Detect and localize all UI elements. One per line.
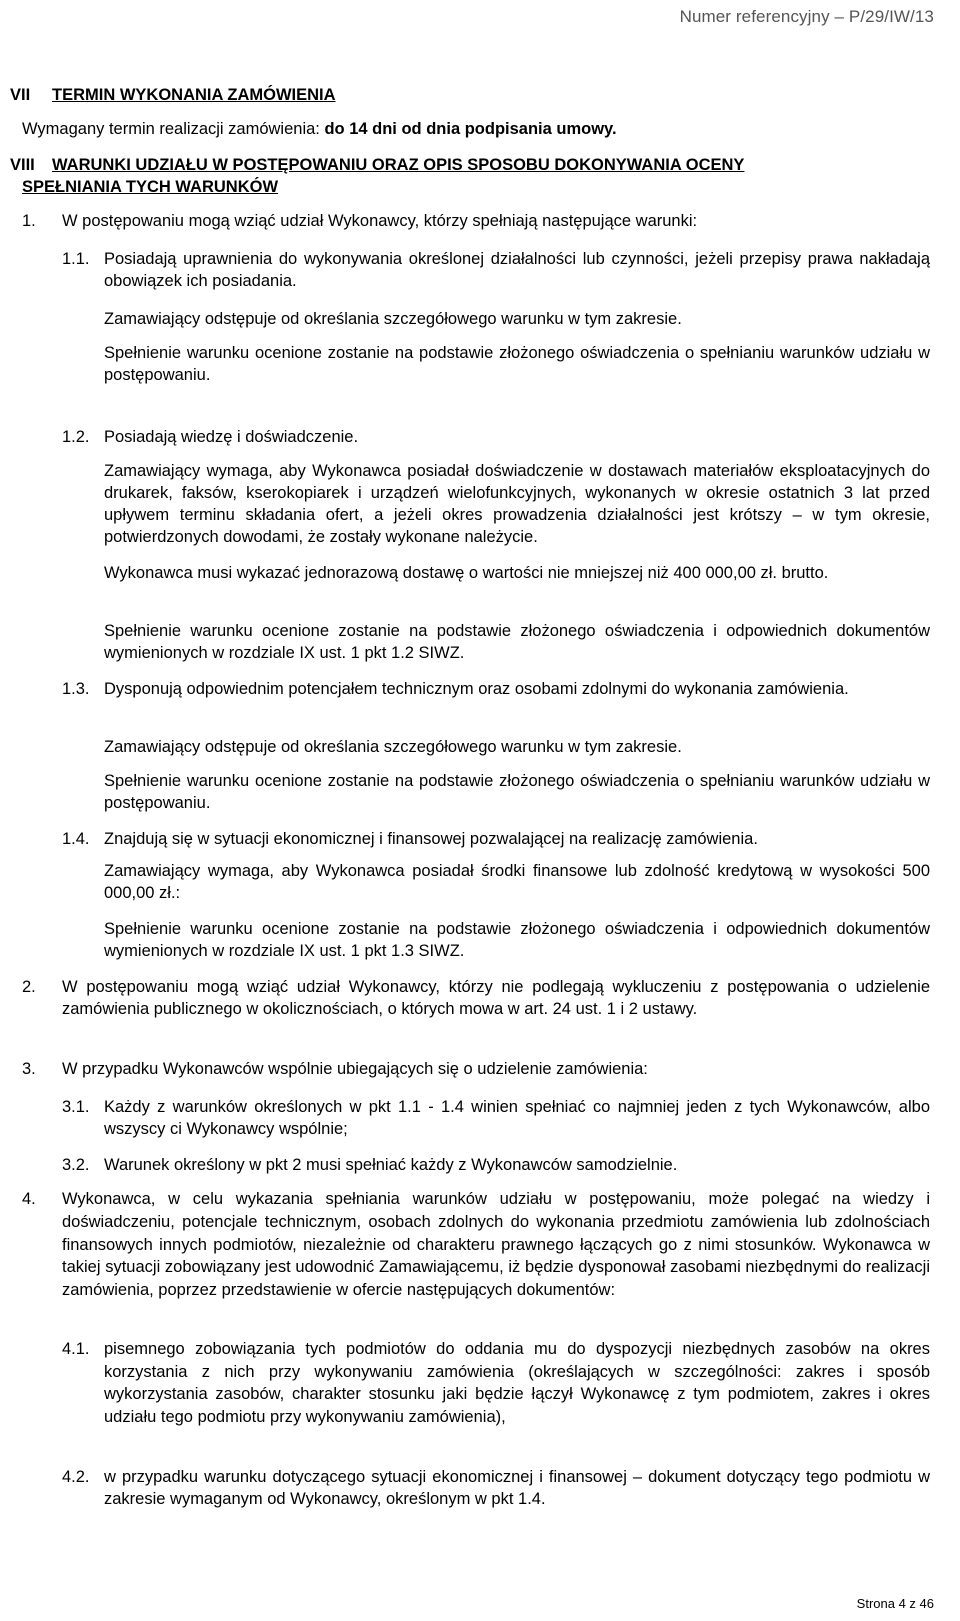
item-1-3-paragraph-2: Spełnienie warunku ocenione zostanie na podstawie złożonego oświadczenia o spełnianiu warunków udziału w postępowaniu. — [104, 772, 930, 812]
section-8-number: VIII — [10, 156, 35, 174]
item-1-1-paragraph-1: Zamawiający odstępuje od określania szczegółowego warunku w tym zakresie. — [104, 310, 682, 328]
item-1-2-paragraph-2: Wykonawca musi wykazać jednorazową dostawę o wartości nie mniejszej niż 400 000,00 zł. brutto. — [104, 564, 829, 582]
item-1-1-number: 1.1. — [62, 250, 90, 268]
item-4-text: Wykonawca, w celu wykazania spełniania warunków udziału w postępowaniu, może polegać na wiedzy i doświadczeniu, potencjale technicznym, osobach zdolnych do wykonania przedmiotu zamówienia lub zdolnościach finansowych innych podmiotów, niezależnie od charakteru prawnego łączących go z nimi stosunków. Wykonawca w takiej sytuacji zobowiązany jest udowodnić Zamawiającemu, iż będzie dysponował zasobami niezbędnymi do realizacji zamówienia, poprzez przedstawienie w ofercie następujących dokumentów: — [62, 1190, 930, 1300]
item-3-2-number: 3.2. — [62, 1156, 90, 1174]
item-2-text: W postępowaniu mogą wziąć udział Wykonawcy, którzy nie podlegają wykluczeniu z postępowania o udzielenie zamówienia publicznego w okolicznościach, o których mowa w art. 24 ust. 1 i 2 ustawy. — [62, 978, 930, 1018]
item-4-2-number: 4.2. — [62, 1468, 90, 1486]
item-2-number: 2. — [22, 978, 36, 996]
item-3-2-text: Warunek określony w pkt 2 musi spełniać każdy z Wykonawców samodzielnie. — [104, 1156, 678, 1174]
section-7-number: VII — [10, 86, 31, 104]
item-4-2-text: w przypadku warunku dotyczącego sytuacji ekonomicznej i finansowej – dokument dotyczący tego podmiotu w zakresie wymaganym od Wykonawcy, określonym w pkt 1.4. — [104, 1468, 930, 1508]
page-footer-number: Strona 4 z 46 — [856, 1596, 934, 1611]
item-1-4-text: Znajdują się w sytuacji ekonomicznej i finansowej pozwalającej na realizację zamówienia. — [104, 830, 758, 848]
item-3-number: 3. — [22, 1060, 36, 1078]
item-1-number: 1. — [22, 212, 36, 230]
item-1-2-paragraph-3: Spełnienie warunku ocenione zostanie na podstawie złożonego oświadczenia i odpowiednich dokumentów wymienionych w rozdziale IX ust. 1 pkt 1.2 SIWZ. — [104, 622, 930, 662]
section-8-title-line1: WARUNKI UDZIAŁU W POSTĘPOWANIU ORAZ OPIS SPOSOBU DOKONYWANIA OCENY — [52, 156, 745, 174]
item-1-3-paragraph-1: Zamawiający odstępuje od określania szczegółowego warunku w tym zakresie. — [104, 738, 682, 756]
section-8-title-line2: SPEŁNIANIA TYCH WARUNKÓW — [22, 178, 279, 196]
item-3-text: W przypadku Wykonawców wspólnie ubiegających się o udzielenie zamówienia: — [62, 1060, 648, 1078]
item-1-1-paragraph-2: Spełnienie warunku ocenione zostanie na podstawie złożonego oświadczenia o spełnianiu warunków udziału w postępowaniu. — [104, 344, 930, 384]
item-3-1-text: Każdy z warunków określonych w pkt 1.1 - 1.4 winien spełniać co najmniej jeden z tych Wykonawców, albo wszyscy ci Wykonawcy wspólnie; — [104, 1098, 930, 1138]
deadline-value: do 14 dni od dnia podpisania umowy. — [324, 120, 617, 138]
item-4-number: 4. — [22, 1190, 36, 1208]
item-4-1-text: pisemnego zobowiązania tych podmiotów do oddania mu do dyspozycji niezbędnych zasobów na okres korzystania z nich przy wykonywaniu zamówienia (określających w szczególności: zakres i sposób wykorzystania zasobów, charakter stosunku jaki będzie łączył Wykonawcę z tym podmiotem, zakres i okres udziału tego podmiotu przy wykonywaniu zamówienia), — [104, 1340, 930, 1426]
item-1-3-text: Dysponują odpowiednim potencjałem technicznym oraz osobami zdolnymi do wykonania zamówienia. — [104, 680, 849, 698]
item-3-1-number: 3.1. — [62, 1098, 90, 1116]
item-1-2-paragraph-1: Zamawiający wymaga, aby Wykonawca posiadał doświadczenie w dostawach materiałów eksploatacyjnych do drukarek, faksów, kserokopiarek i urządzeń wielofunkcyjnych, wykonanych w okresie ostatnich 3 lat przed upływem terminu składania ofert, a jeżeli okres prowadzenia działalności jest krótszy – w tym okresie, potwierdzonych dowodami, że zostały wykonane należycie. — [104, 462, 930, 546]
item-1-text: W postępowaniu mogą wziąć udział Wykonawcy, którzy spełniają następujące warunki: — [62, 212, 698, 230]
item-1-1-text: Posiadają uprawnienia do wykonywania określonej działalności lub czynności, jeżeli przepisy prawa nakładają obowiązek ich posiadania. — [104, 250, 930, 290]
item-1-4-number: 1.4. — [62, 830, 90, 848]
deadline-line — [22, 118, 942, 140]
section-7-title: TERMIN WYKONANIA ZAMÓWIENIA — [52, 86, 336, 104]
deadline-label: Wymagany termin realizacji zamówienia: — [22, 120, 325, 138]
item-4-1-number: 4.1. — [62, 1340, 90, 1358]
item-1-2-text: Posiadają wiedzę i doświadczenie. — [104, 428, 359, 446]
item-1-4-paragraph-2: Spełnienie warunku ocenione zostanie na podstawie złożonego oświadczenia i odpowiednich dokumentów wymienionych w rozdziale IX ust. 1 pkt 1.3 SIWZ. — [104, 920, 930, 960]
item-1-4-paragraph-1: Zamawiający wymaga, aby Wykonawca posiadał środki finansowe lub zdolność kredytową w wysokości 500 000,00 zł.: — [104, 862, 930, 902]
item-1-2-number: 1.2. — [62, 428, 90, 446]
item-1-3-number: 1.3. — [62, 680, 90, 698]
page-header-reference: Numer referencyjny – P/29/IW/13 — [679, 7, 934, 26]
